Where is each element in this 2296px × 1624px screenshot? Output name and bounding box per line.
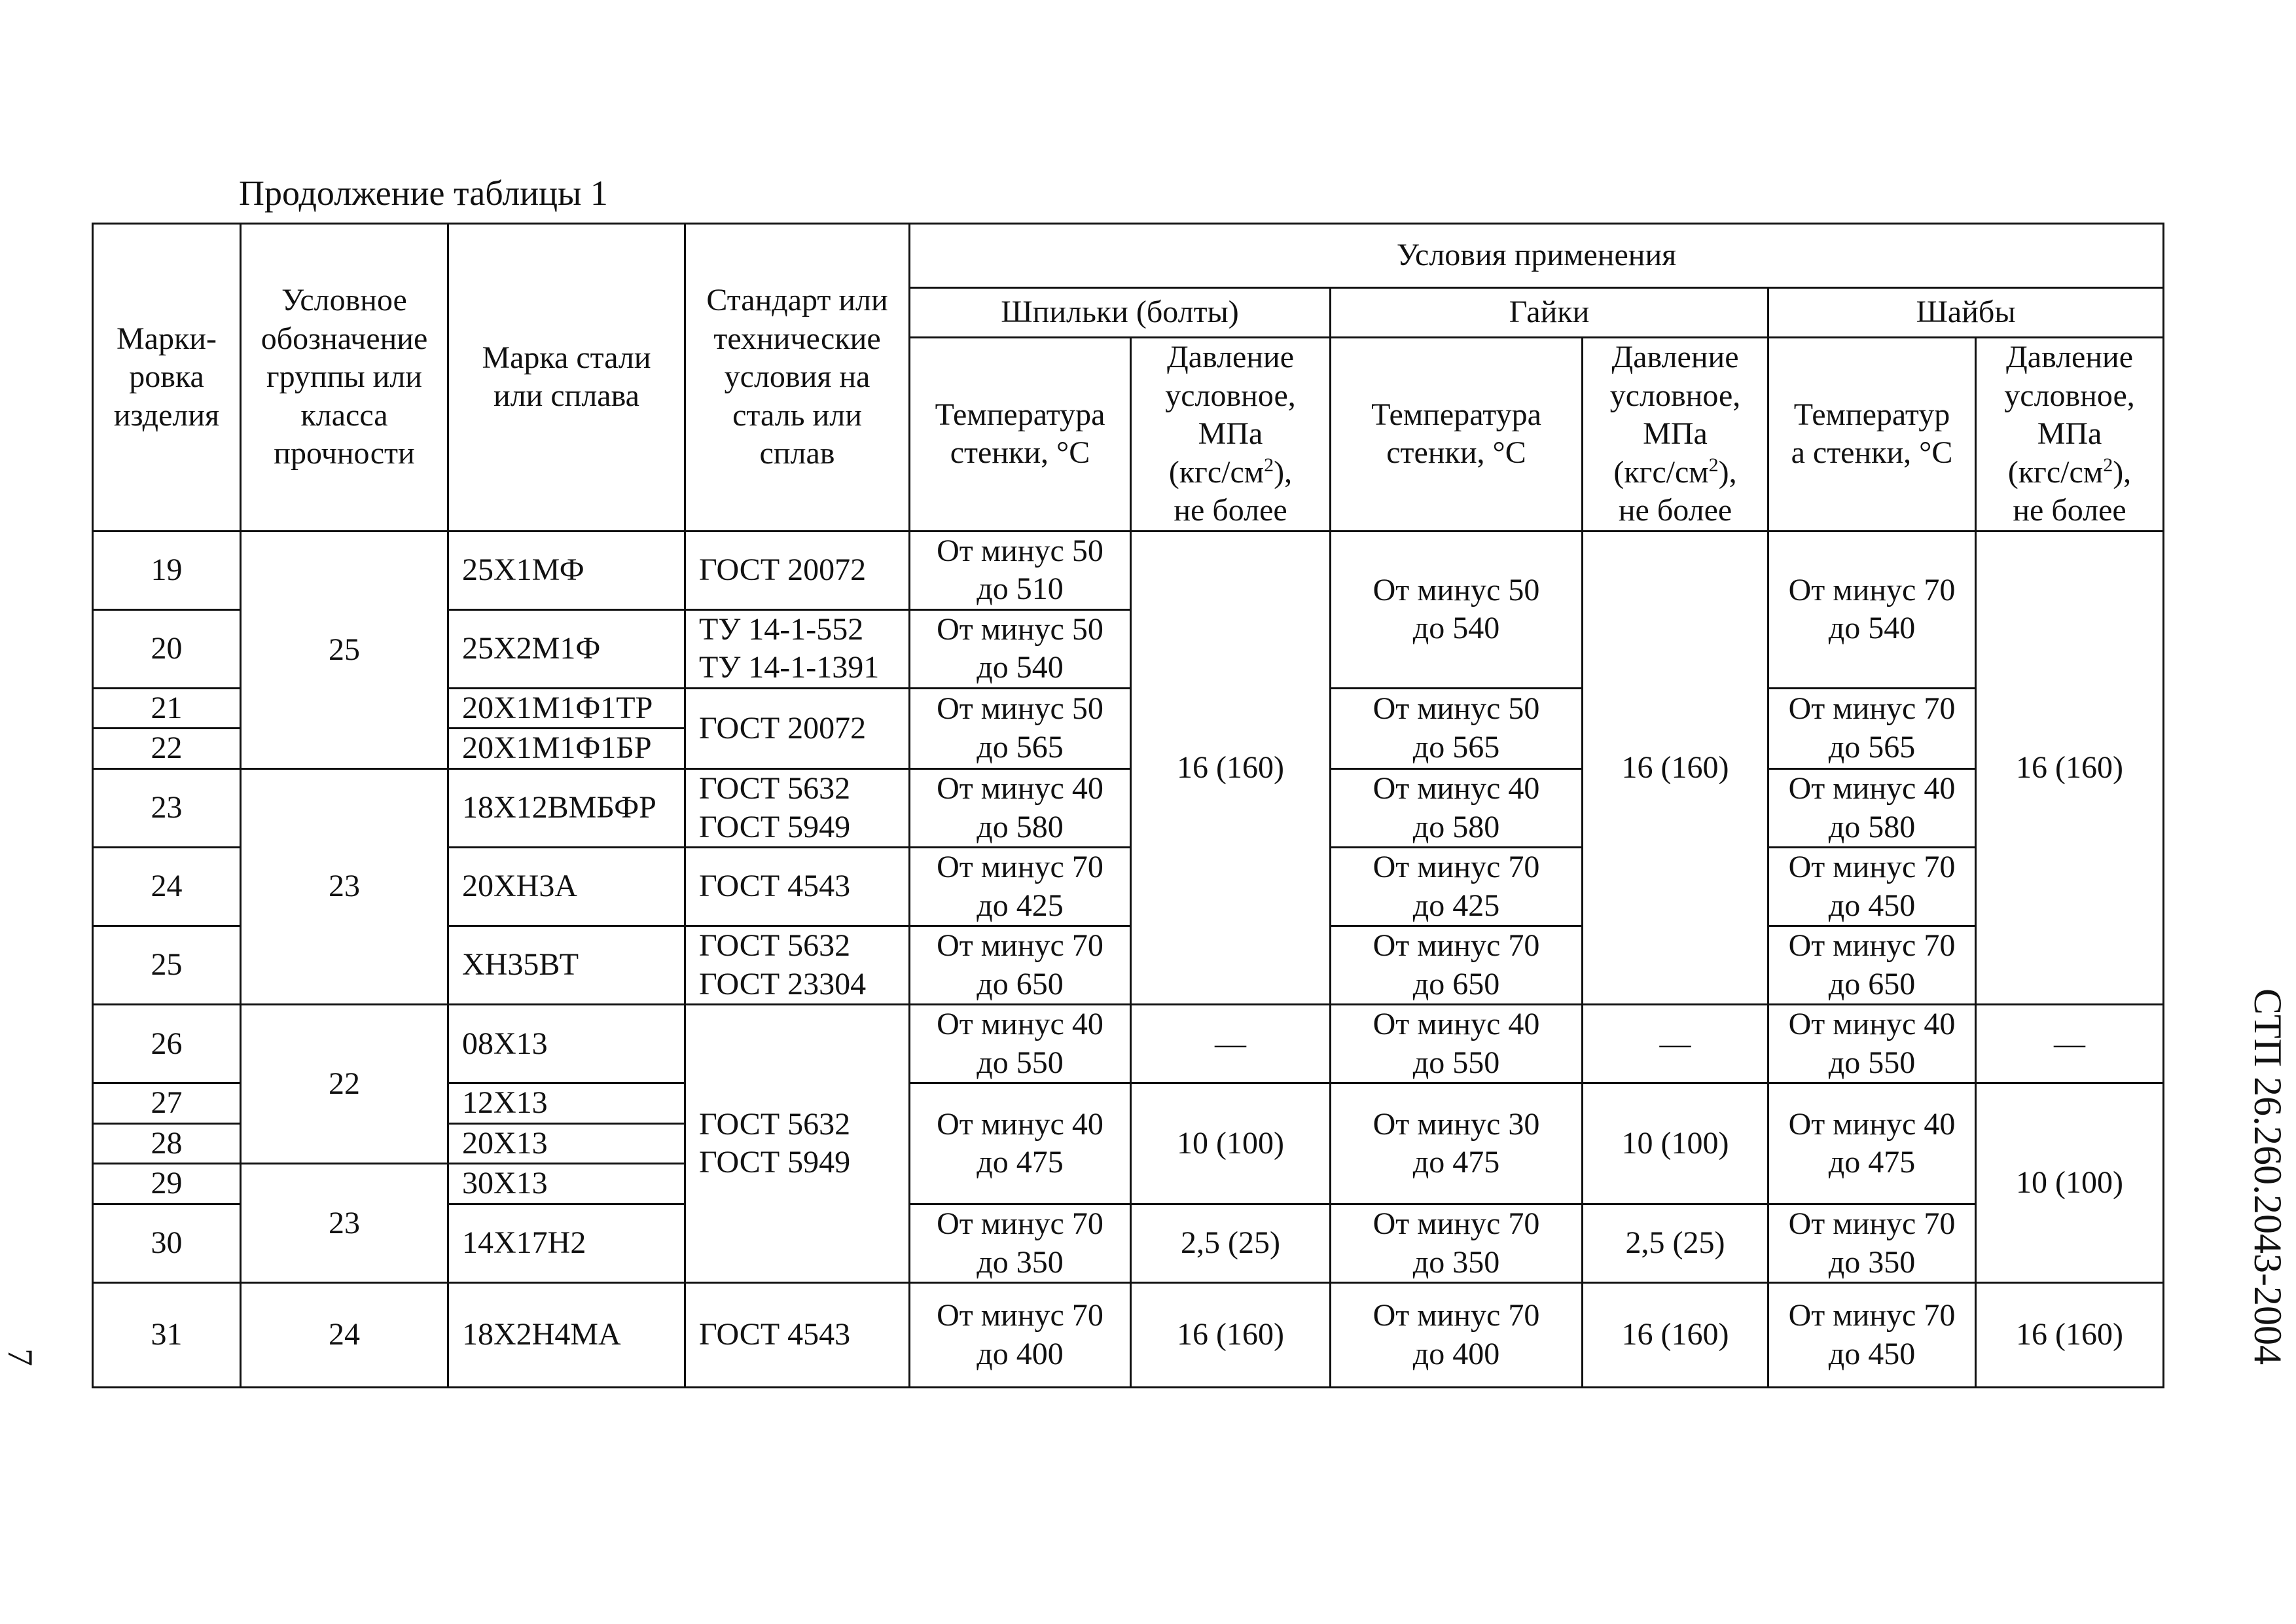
temp-nuts: От минус 70 до 400: [1331, 1283, 1583, 1388]
standard: ГОСТ 5632 ГОСТ 5949: [685, 769, 910, 848]
header-steel: Марка стали или сплава: [448, 224, 685, 532]
row-number: 19: [93, 531, 241, 609]
table-row: [93, 531, 2164, 609]
table-caption: Продолжение таблицы 1: [239, 173, 608, 213]
header-conditions: Условия применения: [910, 224, 2164, 288]
steel-grade: 20Х1М1Ф1БР: [448, 729, 685, 769]
temp-washers: От минус 70 до 540: [1768, 531, 1976, 688]
standard: ГОСТ 4543: [685, 1283, 910, 1388]
temp-washers: От минус 70 до 565: [1768, 688, 1976, 768]
row-number: 25: [93, 926, 241, 1005]
temp-studs: От минус 40 до 580: [910, 769, 1131, 848]
header-group: Условное обозначение группы или класса прочности: [241, 224, 448, 532]
header-washers: Шайбы: [1768, 288, 2164, 338]
pressure-nuts: 16 (160): [1583, 531, 1768, 1005]
group-cell: 23: [241, 1164, 448, 1283]
row-number: 28: [93, 1123, 241, 1164]
table-row: [93, 769, 2164, 848]
pressure-nuts: 16 (160): [1583, 1283, 1768, 1388]
header-pressure-washers: Давление условное, МПа $(кгс/см^2)$, не более: [1976, 338, 2164, 532]
row-number: 26: [93, 1005, 241, 1083]
standard: ГОСТ 5632 ГОСТ 23304: [685, 926, 910, 1005]
temp-nuts: От минус 70 до 650: [1331, 926, 1583, 1005]
pressure-nuts: —: [1583, 1005, 1768, 1083]
row-number: 30: [93, 1204, 241, 1283]
standard: ТУ 14-1-552 ТУ 14-1-1391: [685, 609, 910, 688]
standard: ГОСТ 20072: [685, 531, 910, 609]
steel-grade: 18Х12ВМБФР: [448, 769, 685, 848]
header-marking: Марки- ровка изделия: [93, 224, 241, 532]
temp-studs: От минус 70 до 425: [910, 848, 1131, 926]
row-number: 24: [93, 848, 241, 926]
standard: ГОСТ 20072: [685, 688, 910, 768]
pressure-studs: 10 (100): [1131, 1083, 1331, 1204]
row-number: 27: [93, 1083, 241, 1124]
steel-grade: 12Х13: [448, 1083, 685, 1124]
header-studs: Шпильки (болты): [910, 288, 1331, 338]
group-cell: 22: [241, 1005, 448, 1164]
header-pressure-studs: Давление условное, МПа $(кгс/см^2)$, не более: [1131, 338, 1331, 532]
standard: ГОСТ 4543: [685, 848, 910, 926]
group-cell: 25: [241, 531, 448, 768]
pressure-washers: 10 (100): [1976, 1083, 2164, 1283]
temp-nuts: От минус 50 до 540: [1331, 531, 1583, 688]
temp-studs: От минус 40 до 550: [910, 1005, 1131, 1083]
temp-washers: От минус 70 до 650: [1768, 926, 1976, 1005]
temp-studs: От минус 50 до 510: [910, 531, 1131, 609]
pressure-washers: 16 (160): [1976, 1283, 2164, 1388]
pressure-studs: 16 (160): [1131, 531, 1331, 1005]
table-row: [93, 1005, 2164, 1083]
temp-studs: От минус 50 до 540: [910, 609, 1131, 688]
steel-grade: 20ХН3А: [448, 848, 685, 926]
pressure-washers: —: [1976, 1005, 2164, 1083]
steel-grade: 20Х13: [448, 1123, 685, 1164]
table-row: [93, 1283, 2164, 1388]
row-number: 31: [93, 1283, 241, 1388]
temp-washers: От минус 70 до 350: [1768, 1204, 1976, 1283]
temp-studs: От минус 70 до 650: [910, 926, 1131, 1005]
pressure-studs: —: [1131, 1005, 1331, 1083]
header-temp-studs: Температура стенки, °С: [910, 338, 1131, 532]
row-number: 21: [93, 688, 241, 729]
group-cell: 24: [241, 1283, 448, 1388]
table-container: [92, 223, 2164, 1388]
temp-washers: От минус 40 до 475: [1768, 1083, 1976, 1204]
pressure-washers: 16 (160): [1976, 531, 2164, 1005]
temp-nuts: От минус 40 до 580: [1331, 769, 1583, 848]
temp-washers: От минус 40 до 580: [1768, 769, 1976, 848]
steel-grade: 25Х1МФ: [448, 531, 685, 609]
row-number: 22: [93, 729, 241, 769]
pressure-studs: 16 (160): [1131, 1283, 1331, 1388]
row-number: 23: [93, 769, 241, 848]
document-code: СТП 26.260.2043-2004: [2246, 988, 2289, 1365]
temp-washers: От минус 70 до 450: [1768, 1283, 1976, 1388]
header-row-1: [93, 224, 2164, 288]
pressure-nuts: 10 (100): [1583, 1083, 1768, 1204]
row-number: 29: [93, 1164, 241, 1204]
temp-studs: От минус 40 до 475: [910, 1083, 1131, 1204]
data-table: [92, 223, 2164, 1388]
temp-nuts: От минус 40 до 550: [1331, 1005, 1583, 1083]
temp-nuts: От минус 50 до 565: [1331, 688, 1583, 768]
temp-nuts: От минус 30 до 475: [1331, 1083, 1583, 1204]
page-number: 7: [1, 1348, 40, 1366]
temp-washers: От минус 70 до 450: [1768, 848, 1976, 926]
pressure-nuts: 2,5 (25): [1583, 1204, 1768, 1283]
steel-grade: 30Х13: [448, 1164, 685, 1204]
temp-studs: От минус 70 до 400: [910, 1283, 1131, 1388]
temp-nuts: От минус 70 до 350: [1331, 1204, 1583, 1283]
steel-grade: 25Х2М1Ф: [448, 609, 685, 688]
steel-grade: ХН35ВТ: [448, 926, 685, 1005]
header-standard: Стандарт или технические условия на сталь или сплав: [685, 224, 910, 532]
steel-grade: 14Х17Н2: [448, 1204, 685, 1283]
steel-grade: 18Х2Н4МА: [448, 1283, 685, 1388]
header-pressure-nuts: Давление условное, МПа $(кгс/см^2)$, не более: [1583, 338, 1768, 532]
temp-studs: От минус 50 до 565: [910, 688, 1131, 768]
group-cell: 23: [241, 769, 448, 1005]
steel-grade: 20Х1М1Ф1ТР: [448, 688, 685, 729]
temp-washers: От минус 40 до 550: [1768, 1005, 1976, 1083]
row-number: 20: [93, 609, 241, 688]
pressure-studs: 2,5 (25): [1131, 1204, 1331, 1283]
header-temp-nuts: Температура стенки, °С: [1331, 338, 1583, 532]
header-nuts: Гайки: [1331, 288, 1768, 338]
temp-nuts: От минус 70 до 425: [1331, 848, 1583, 926]
steel-grade: 08Х13: [448, 1005, 685, 1083]
header-temp-washers: Температур а стенки, °С: [1768, 338, 1976, 532]
standard: ГОСТ 5632 ГОСТ 5949: [685, 1005, 910, 1283]
temp-studs: От минус 70 до 350: [910, 1204, 1131, 1283]
